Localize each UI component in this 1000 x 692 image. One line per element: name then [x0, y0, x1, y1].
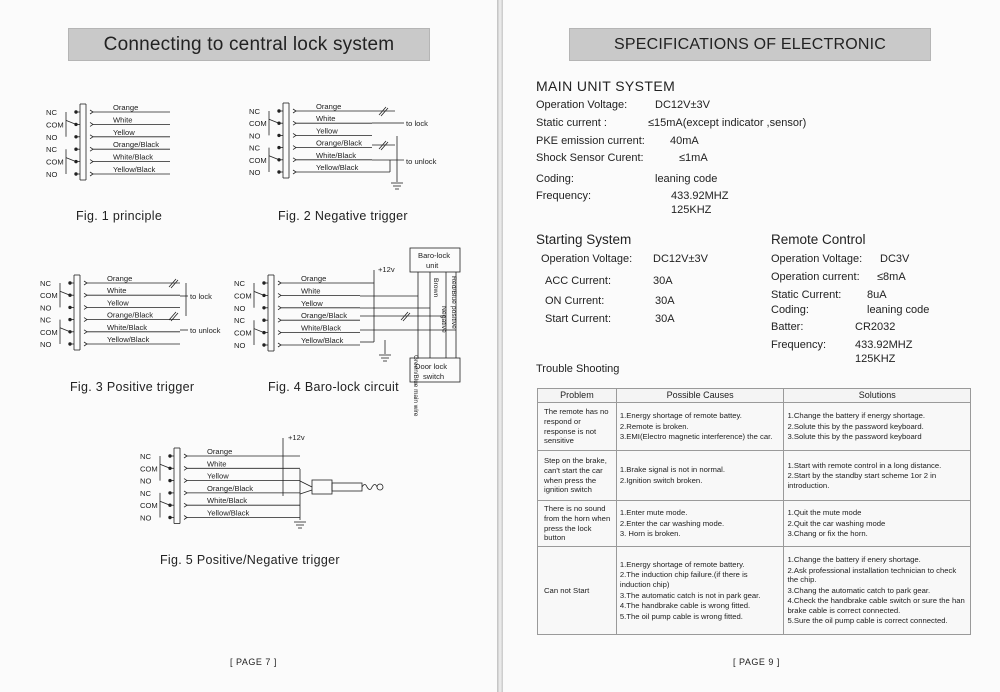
wire-color-label: White/Black [316, 150, 357, 160]
fig1-caption: Fig. 1 principle [76, 209, 163, 223]
connector-arrow [293, 170, 296, 174]
column-header: Possible Causes [616, 389, 784, 403]
spec-label: Frequency: [771, 339, 827, 351]
causes-cell: 1.Brake signal is not in normal. 2.Ignition switch broken. [616, 451, 784, 501]
terminal-label: COM [140, 501, 158, 511]
spec-value: DC12V±3V [655, 99, 710, 111]
terminal-label: NO [46, 132, 58, 142]
causes-cell: 1.Enter mute mode. 2.Enter the car washing mode. 3. Horn is broken. [616, 501, 784, 547]
wire-line [300, 481, 312, 487]
plus12v-label: +12v [378, 265, 395, 274]
terminal-label: COM [46, 157, 64, 167]
spec-label: PKE emission current: [536, 135, 645, 147]
problem-cell: The remote has no respond or response is not sensitive [538, 403, 617, 451]
page-number: [ PAGE 7 ] [230, 657, 277, 667]
actuator-rod-end [377, 484, 383, 490]
spec-value: DC12V±3V [653, 253, 708, 265]
baro-lock-unit-label: unit [426, 261, 439, 270]
terminal-label: NC [46, 108, 57, 117]
terminal-label: NO [234, 341, 246, 350]
spec-label: Coding: [771, 304, 809, 316]
switch-contact [254, 291, 264, 295]
switch-contact [60, 328, 70, 332]
plus12v-label: +12v [288, 433, 305, 442]
spec-value: 30A [655, 313, 675, 325]
terminal-label: NO [140, 513, 152, 523]
connector-arrow [184, 466, 187, 470]
connector-arrow [293, 109, 296, 113]
terminal-label: COM [234, 328, 252, 338]
connector-arrow [293, 133, 296, 137]
wire-color-label: Yellow [301, 298, 323, 308]
terminal-label: COM [40, 291, 58, 301]
connector-arrow [84, 281, 87, 285]
wire-line [300, 490, 312, 494]
fig3-caption: Fig. 3 Positive trigger [70, 380, 195, 394]
connector-arrow [293, 158, 296, 162]
wire-color-label: White [301, 286, 321, 296]
spec-value: 433.92MHZ [855, 339, 913, 351]
wire-color-label: White [113, 115, 133, 125]
spec-value: CR2032 [855, 321, 896, 333]
connector-arrow [84, 330, 87, 334]
connector-arrow [184, 491, 187, 495]
door-switch-label: switch [423, 372, 445, 381]
trouble-shooting-table [537, 388, 971, 635]
table-header-row [538, 389, 971, 403]
solutions-cell: 1.Start with remote control in a long distance. 2.Start by the standby start scheme 1or 2 in introduction. [784, 451, 971, 501]
spec-value: 40mA [670, 135, 699, 147]
terminal-label: COM [140, 464, 158, 474]
terminal-label: NC [249, 143, 260, 153]
wire-cut-mark [401, 312, 410, 321]
baro-lock-unit-label: Baro-lock [418, 251, 451, 260]
terminal-label: COM [40, 327, 58, 337]
wire-color-label: White/Black [301, 323, 342, 333]
terminal-label: COM [46, 120, 64, 130]
spec-value: ≤1mA [679, 152, 708, 164]
spec-label: ACC Current: [545, 275, 612, 287]
baro-wire-label: Green/Blue main wire [412, 355, 419, 417]
starting-system-heading: Starting System [536, 232, 632, 247]
spec-value: leaning code [867, 304, 930, 316]
solutions-cell: 1.Change the battery if enery shortage. 2.Ask professional installation technician to check the chip. 3.Chang the automatic catch to park gear. 4.Check the handbrake cable switch or sure the han brake cable is correct connected. 5.Sure the oil pump cable is correct connected. [784, 547, 971, 635]
table-row [538, 451, 971, 501]
to-unlock-label: to unlock [190, 326, 221, 335]
spec-label: ON Current: [545, 295, 605, 307]
wire-color-label: Yellow/Black [107, 335, 150, 344]
wire-color-label: Yellow [316, 126, 338, 136]
terminal-label: NC [40, 279, 51, 288]
table-row [538, 403, 971, 451]
wiring-diagrams [0, 0, 497, 692]
actuator-spring [362, 485, 377, 490]
door-lock-actuator [332, 483, 362, 491]
page-title: SPECIFICATIONS OF ELECTRONIC [569, 28, 931, 61]
connector-arrow [278, 318, 281, 322]
baro-wire-label: Brown [432, 278, 439, 298]
connector-arrow [184, 479, 187, 483]
connector-arrow [90, 160, 93, 164]
connector-arrow [90, 122, 93, 126]
connector-arrow [278, 306, 281, 310]
spec-label: Batter: [771, 321, 804, 333]
main-unit-heading: MAIN UNIT SYSTEM [536, 78, 676, 94]
terminal-label: NC [234, 316, 245, 326]
connector-arrow [278, 281, 281, 285]
causes-cell: 1.Energy shortage of remote battey. 2.Remote is broken. 3.EMI(Electro magnetic interference) the car. [616, 403, 784, 451]
wire-color-label: Yellow [207, 471, 229, 481]
spec-value: ≤8mA [877, 271, 906, 283]
connector-arrow [278, 343, 281, 347]
connector-arrow [90, 135, 93, 139]
connector-arrow [184, 503, 187, 507]
spec-value: ≤15mA(except indicator ,sensor) [648, 117, 807, 129]
spec-label: Frequency: [536, 190, 592, 202]
spec-label: Shock Sensor Curent: [536, 152, 644, 164]
connector-arrow [84, 305, 87, 309]
switch-contact [160, 464, 170, 468]
connector-arrow [184, 454, 187, 458]
baro-wire-label: Negative [440, 306, 447, 333]
spec-value: 30A [653, 275, 673, 287]
spec-label: Static current : [536, 117, 607, 129]
wire-color-label: Yellow/Black [207, 508, 250, 518]
wire-color-label: White/Black [113, 152, 154, 162]
wire-color-label: Orange/Black [113, 140, 160, 150]
terminal-label: NO [249, 168, 261, 177]
spec-value: 125KHZ [671, 204, 712, 216]
column-header: Problem [538, 389, 617, 403]
connector-arrow [90, 110, 93, 114]
connector-arrow [84, 318, 87, 322]
terminal-label: NO [40, 340, 52, 349]
spec-label: Coding: [536, 173, 574, 185]
terminal-label: NO [140, 476, 152, 486]
wire-color-label: Orange [301, 274, 327, 283]
wire-color-label: White [107, 286, 127, 296]
wire-color-label: Orange/Black [316, 138, 363, 148]
wire-color-label: Orange/Black [207, 483, 254, 493]
door-switch-label: Door lock [415, 362, 448, 371]
connector-arrow [84, 293, 87, 297]
terminal-label: COM [249, 119, 267, 129]
connector-arrow [184, 516, 187, 520]
wire-color-label: Yellow/Black [316, 163, 359, 172]
connector-arrow [278, 331, 281, 335]
problem-cell: There is no sound from the horn when press the lock button [538, 501, 617, 547]
fig4-caption: Fig. 4 Baro-lock circuit [268, 380, 399, 394]
connector-arrow [84, 342, 87, 346]
to-lock-label: to lock [190, 292, 212, 301]
switch-contact [160, 501, 170, 505]
terminal-label: NO [249, 131, 261, 141]
wire-color-label: White/Black [107, 322, 148, 332]
spec-value: 8uA [867, 289, 887, 301]
manual-page-7 [0, 0, 497, 692]
spec-value: 30A [655, 295, 675, 307]
wire-color-label: Orange [207, 447, 233, 456]
spec-label: Operation Voltage: [536, 99, 628, 111]
spec-value: 433.92MHZ [671, 190, 729, 202]
problem-cell: Step on the brake, can't start the car when press the ignition switch [538, 451, 617, 501]
problem-cell: Can not Start [538, 547, 617, 635]
wire-color-label: Yellow [107, 298, 129, 308]
switch-contact [254, 329, 264, 333]
wire-color-label: White [316, 114, 336, 124]
terminal-label: NC [249, 107, 260, 116]
spec-value: leaning code [655, 173, 718, 185]
connector-arrow [278, 293, 281, 297]
switch-contact [269, 156, 279, 160]
to-lock-label: to lock [406, 119, 428, 128]
wire-color-label: White/Black [207, 496, 248, 506]
column-header: Solutions [784, 389, 971, 403]
causes-cell: 1.Energy shortage of remote battery. 2.The induction chip failure.(if there is induction chip) 3.The automatic catch is not in park gear. 4.The handbrake cable is wrong fitted. 5.The oil pump cable is wrong fitted. [616, 547, 784, 635]
switch-contact [66, 120, 76, 124]
wire-color-label: White [207, 459, 227, 469]
spec-value: 125KHZ [855, 353, 896, 365]
terminal-label: NC [234, 279, 245, 288]
terminal-label: NO [46, 170, 58, 179]
connector-arrow [90, 172, 93, 176]
terminal-label: NC [40, 315, 51, 325]
solutions-cell: 1.Quit the mute mode 2.Quit the car washing mode 3.Chang or fix the horn. [784, 501, 971, 547]
spec-label: Operation Voltage: [541, 253, 633, 265]
wire-color-label: Orange [113, 103, 139, 112]
wire-color-label: Orange [107, 274, 133, 283]
terminal-label: NC [140, 452, 151, 461]
solutions-cell: 1.Change the battery if energy shortage. 2.Solute this by the password keyboard. 3.Solute this by the password keyboard [784, 403, 971, 451]
wire-color-label: Yellow [113, 127, 135, 137]
door-lock-actuator [312, 480, 332, 494]
switch-contact [269, 119, 279, 123]
switch-contact [66, 158, 76, 162]
wire-color-label: Orange/Black [107, 310, 154, 320]
manual-page-9 [503, 0, 1000, 692]
wire-color-label: Orange [316, 102, 342, 111]
terminal-label: NO [234, 303, 246, 313]
table-row [538, 547, 971, 635]
spec-value: DC3V [880, 253, 910, 265]
terminal-label: COM [234, 291, 252, 301]
spec-label: Operation Voltage: [771, 253, 863, 265]
connector-arrow [293, 146, 296, 150]
connector-arrow [293, 121, 296, 125]
remote-control-heading: Remote Control [771, 232, 866, 247]
terminal-label: NC [140, 488, 151, 498]
trouble-shooting-heading: Trouble Shooting [536, 363, 620, 375]
baro-wire-label: Red/Blue positive [450, 276, 457, 329]
switch-contact [60, 291, 70, 295]
terminal-label: NC [46, 145, 57, 155]
connector-arrow [90, 147, 93, 151]
spec-label: Start Current: [545, 313, 612, 325]
spec-label: Static Current: [771, 289, 842, 301]
terminal-label: NO [40, 303, 52, 313]
wire-cut-mark [169, 279, 178, 288]
terminal-label: COM [249, 155, 267, 165]
fig5-caption: Fig. 5 Positive/Negative trigger [160, 553, 340, 567]
wire-color-label: Yellow/Black [113, 165, 156, 174]
spec-label: Operation current: [771, 271, 860, 283]
table-row [538, 501, 971, 547]
to-unlock-label: to unlock [406, 157, 437, 166]
fig2-caption: Fig. 2 Negative trigger [278, 209, 408, 223]
wire-cut-mark [379, 141, 388, 150]
page-number: [ PAGE 9 ] [733, 657, 780, 667]
page-title: Connecting to central lock system [68, 28, 430, 61]
wire-color-label: Yellow/Black [301, 336, 344, 345]
wire-cut-mark [379, 107, 388, 116]
wire-color-label: Orange/Black [301, 311, 348, 321]
